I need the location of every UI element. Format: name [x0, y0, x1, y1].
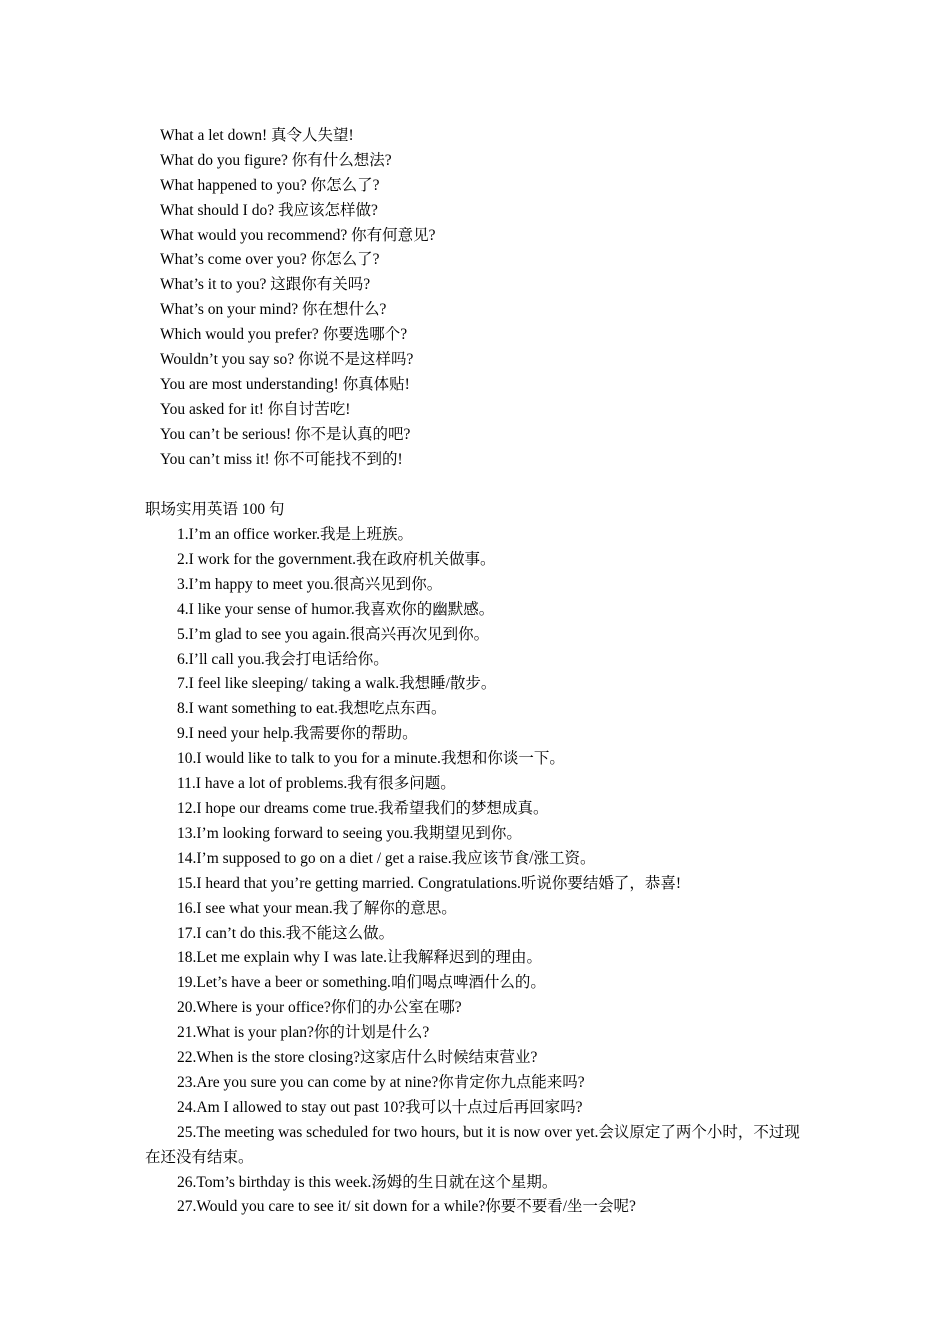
sentence-item: 13.I’m looking forward to seeing you.我期望见到你。 [177, 824, 522, 842]
sentence-item: 19.Let’s have a beer or something.咱们喝点啤酒什么的。 [177, 974, 546, 992]
sentence-item: 12.I hope our dreams come true.我希望我们的梦想成真。 [177, 799, 549, 817]
phrase-line: Wouldn’t you say so? 你说不是这样吗? [160, 351, 414, 369]
sentence-item: 17.I can’t do this.我不能这么做。 [177, 924, 395, 942]
sentence-item: 15.I heard that you’re getting married. Congratulations.听说你要结婚了，恭喜! [177, 874, 682, 892]
phrase-line: What a let down! 真令人失望! [160, 127, 354, 144]
sentence-item: 16.I see what your mean.我了解你的意思。 [177, 899, 457, 917]
sentence-item: 14.I’m supposed to go on a diet / get a raise.我应该节食/涨工资。 [177, 849, 596, 867]
sentence-item: 1.I’m an office worker.我是上班族。 [177, 526, 414, 543]
phrase-line: What’s come over you? 你怎么了? [160, 251, 380, 269]
phrase-line: What happened to you? 你怎么了? [160, 176, 380, 194]
phrase-line: What would you recommend? 你有何意见? [160, 226, 436, 244]
phrase-line: What’s it to you? 这跟你有关吗? [160, 276, 371, 294]
sentence-item: 27.Would you care to see it/ sit down for a while?你要不要看/坐一会呢? [177, 1198, 636, 1216]
sentence-item: 5.I’m glad to see you again.很高兴再次见到你。 [177, 625, 490, 643]
sentence-item: 8.I want something to eat.我想吃点东西。 [177, 700, 447, 718]
sentence-item: 2.I work for the government.我在政府机关做事。 [177, 550, 496, 568]
sentence-item: 10.I would like to talk to you for a minute.我想和你谈一下。 [177, 750, 565, 768]
sentence-item: 9.I need your help.我需要你的帮助。 [177, 725, 418, 743]
sentence-item: 11.I have a lot of problems.我有很多问题。 [177, 775, 456, 793]
sentence-item: 20.Where is your office?你们的办公室在哪? [177, 999, 462, 1017]
phrase-line: You can’t be serious! 你不是认真的吧? [160, 425, 411, 443]
phrase-line: You are most understanding! 你真体贴! [160, 375, 410, 393]
section-title: 职场实用英语 100 句 [145, 501, 285, 518]
sentence-item: 4.I like your sense of humor.我喜欢你的幽默感。 [177, 600, 495, 618]
sentence-item: 3.I’m happy to meet you.很高兴见到你。 [177, 575, 443, 593]
sentence-item: 22.When is the store closing?这家店什么时候结束营业? [177, 1049, 538, 1067]
sentence-item: 7.I feel like sleeping/ taking a walk.我想睡/散步。 [177, 675, 497, 693]
phrase-line: You can’t miss it! 你不可能找不到的! [160, 450, 403, 468]
sentence-item: 21.What is your plan?你的计划是什么? [177, 1024, 430, 1042]
phrase-line: What’s on your mind? 你在想什么? [160, 301, 387, 319]
phrase-line: What do you figure? 你有什么想法? [160, 151, 392, 169]
sentence-item: 18.Let me explain why I was late.让我解释迟到的理由。 [177, 949, 543, 967]
phrase-line: Which would you prefer? 你要选哪个? [160, 326, 408, 344]
sentence-item: 26.Tom’s birthday is this week.汤姆的生日就在这个星期。 [177, 1173, 558, 1191]
sentence-item: 23.Are you sure you can come by at nine?你肯定你九点能来吗? [177, 1073, 585, 1091]
sentence-item: 25.The meeting was scheduled for two hours, but it is now over yet.会议原定了两个小时，不过现在还没有结束。 [145, 1123, 800, 1166]
phrase-list [160, 124, 860, 472]
phrase-line: What should I do? 我应该怎样做? [160, 201, 378, 219]
phrase-line: You asked for it! 你自讨苦吃! [160, 400, 351, 418]
sentence-list [145, 523, 815, 1220]
sentence-item: 6.I’ll call you.我会打电话给你。 [177, 650, 389, 668]
sentence-item: 24.Am I allowed to stay out past 10?我可以十点过后再回家吗? [177, 1098, 583, 1116]
